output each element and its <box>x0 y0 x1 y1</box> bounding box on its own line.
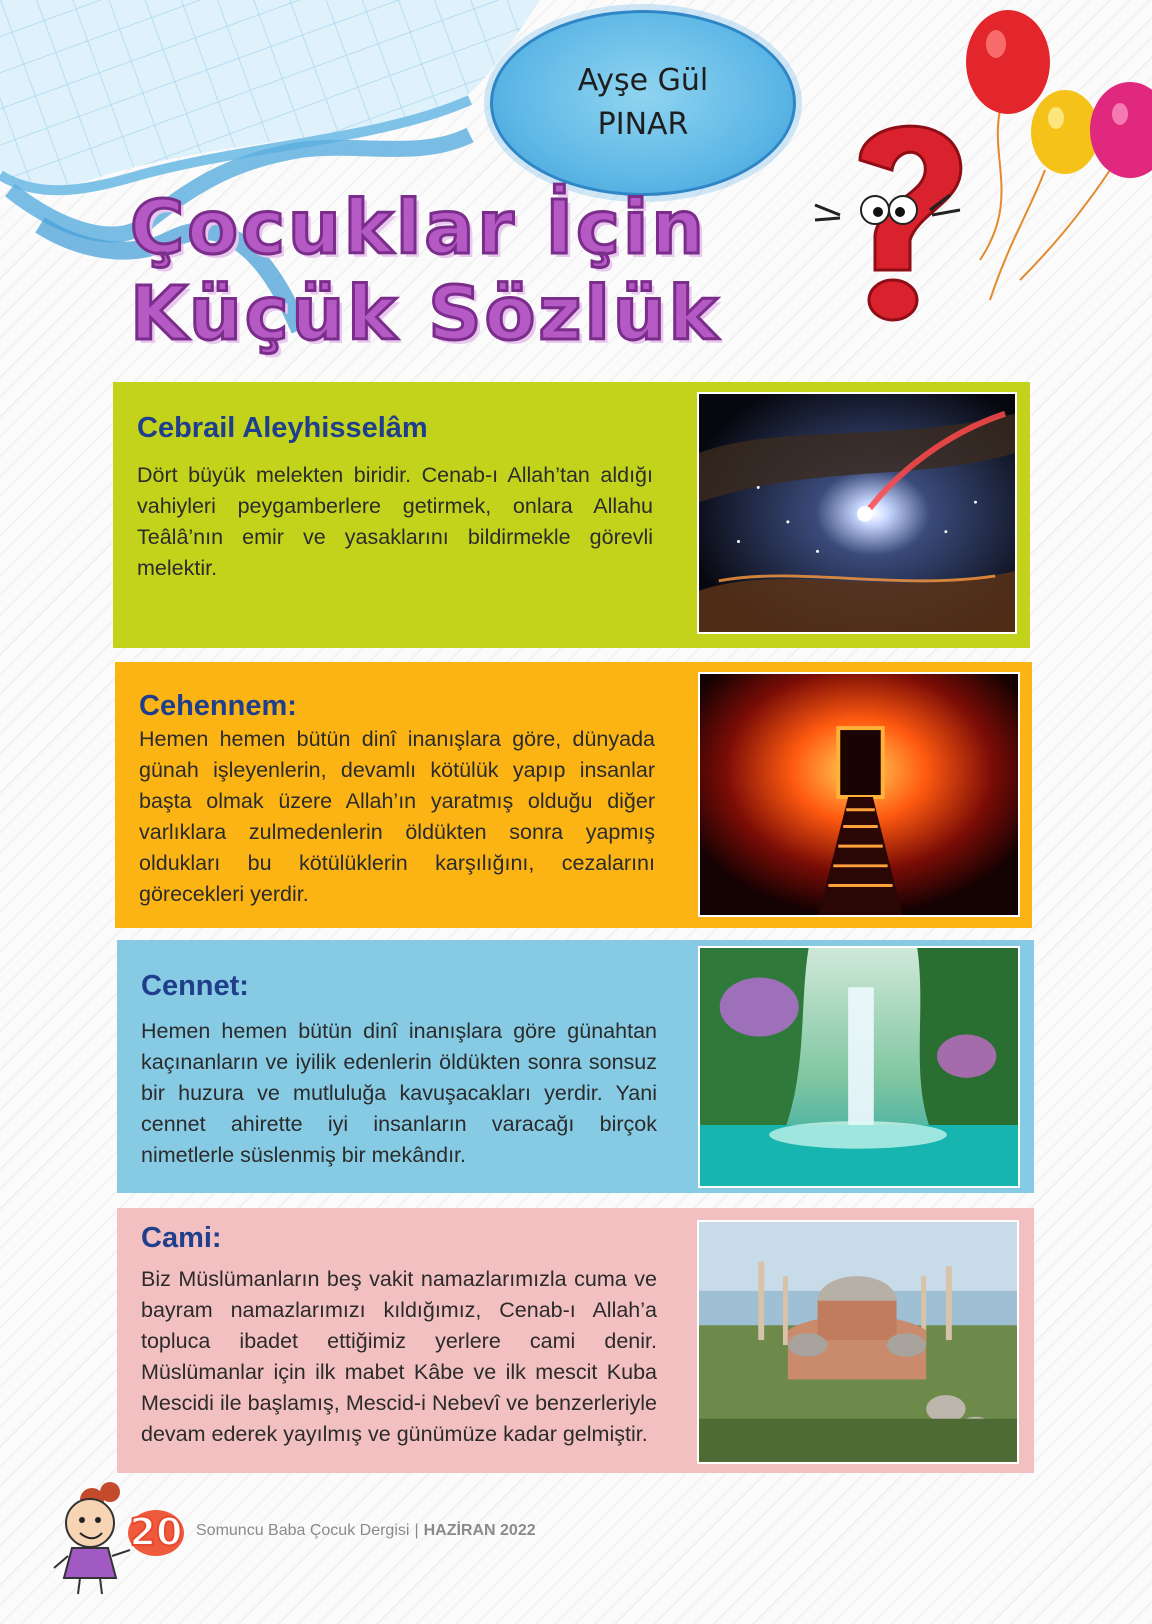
author-first-name: Ayşe Gül <box>577 63 709 98</box>
issue-date: HAZİRAN 2022 <box>423 1522 536 1539</box>
entry-definition: Hemen hemen bütün dinî inanışlara göre günahtan kaçınanların ve iyilik edenlerin öldükten sonra sonsuz bir huzura ve mutluluğa kavuşacakları yerdir. Yani cennet ahirette iyi insanların varacağı birçok nimetlerle süslenmiş bir mekândır. <box>141 1019 657 1167</box>
balloons-icon <box>960 0 1152 320</box>
dictionary-entry-cehennem <box>115 662 1032 928</box>
author-bubble <box>490 10 796 196</box>
mosque-aerial-image <box>697 1220 1019 1464</box>
entry-definition: Hemen hemen bütün dinî inanışlara göre, dünyada günah işleyenlerin, devamlı kötülük yapıp insanlar başta olmak üzere Allah’ın yaratmış olduğu diğer varlıklara zulmedenlerin öldükten sonra yapmış oldukları bu kötülüklerin karşılığını, cezalarını görecekleri yerdir. <box>139 727 655 906</box>
fire-door-stairs-image <box>698 672 1020 917</box>
dictionary-entry-cami <box>117 1208 1034 1473</box>
galaxy-meteor-image <box>697 392 1017 634</box>
entry-term: Cebrail Aleyhisselâm <box>137 412 428 444</box>
entry-term: Cennet: <box>141 970 249 1002</box>
girl-mascot-icon <box>50 1478 140 1598</box>
entry-term: Cehennem: <box>139 690 297 722</box>
magazine-name: Somuncu Baba Çocuk Dergisi <box>196 1522 410 1539</box>
dictionary-entry-cennet <box>117 940 1034 1193</box>
title-line-1: Çocuklar İçin <box>130 185 707 271</box>
footer-separator: | <box>414 1522 419 1539</box>
footer-caption <box>196 1522 536 1540</box>
page-number: 20 <box>129 1510 183 1554</box>
entry-term: Cami: <box>141 1222 222 1254</box>
title-line-2: Küçük Sözlük <box>130 271 721 357</box>
paradise-waterfall-image <box>698 946 1020 1188</box>
entry-definition: Biz Müslümanların beş vakit namazlarımızla cuma ve bayram namazlarımızı kıldığımız, Cenab-ı Allah’a topluca ibadet ettiğimiz yerlere cami denir. Müslümanlar için ilk mabet Kâbe ve ilk mescit Kuba Mescidi ile başlamış, Mescid-i Nebevî ve benzerleriyle devam ederek yayılmış ve günümüze kadar gelmiştir. <box>141 1267 657 1446</box>
author-last-name: PINAR <box>597 107 689 142</box>
entry-definition: Dört büyük melekten biridir. Cenab-ı Allah’tan aldığı vahiyleri peygamberlere getirmek, onlara Allahu Teâlâ’nın emir ve yasaklarını bildirmekle görevli melektir. <box>137 463 653 580</box>
page-title <box>130 185 770 357</box>
dictionary-entry-cebrail <box>113 382 1030 648</box>
